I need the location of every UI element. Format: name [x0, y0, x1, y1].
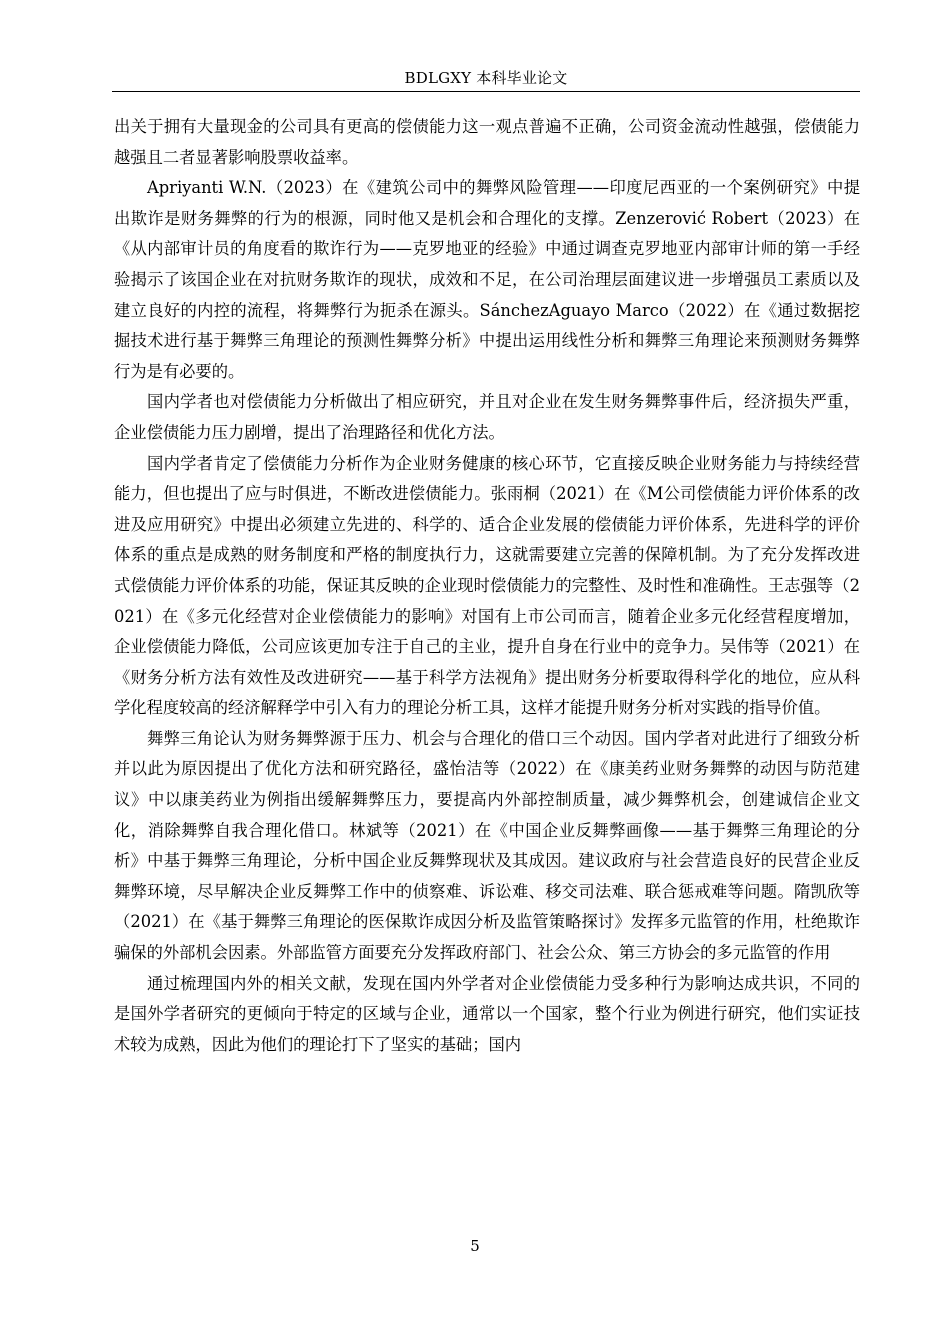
- header-rule: [112, 91, 860, 92]
- running-header: BDLGXY 本科毕业论文: [404, 69, 568, 87]
- paragraph-5: 舞弊三角论认为财务舞弊源于压力、机会与合理化的借口三个动因。国内学者对此进行了细致分析并以此为原因提出了优化方法和研究路径，盛怡洁等（2022）在《康美药业财务舞弊的动因与防范建议》中以康美药业为例指出缓解舞弊压力，要提高内外部控制质量，减少舞弊机会，创建诚信企业文化，消除舞弊自我合理化借口。林斌等（2021）在《中国企业反舞弊画像——基于舞弊三角理论的分析》中基于舞弊三角理论，分析中国企业反舞弊现状及其成因。建议政府与社会营造良好的民营企业反舞弊环境，尽早解决企业反舞弊工作中的侦察难、诉讼难、移交司法难、联合惩戒难等问题。隋凯欣等（2021）在《基于舞弊三角理论的医保欺诈成因分析及监管策略探讨》发挥多元监管的作用，杜绝欺诈骗保的外部机会因素。外部监管方面要充分发挥政府部门、社会公众、第三方协会的多元监管的作用: [114, 728, 860, 963]
- paragraph-3: 国内学者也对偿债能力分析做出了相应研究，并且对企业在发生财务舞弊事件后，经济损失严重，企业偿债能力压力剧增，提出了治理路径和优化方法。: [114, 392, 860, 442]
- paragraph-1: 出关于拥有大量现金的公司具有更高的偿债能力这一观点普遍不正确，公司资金流动性越强，偿债能力越强且二者显著影响股票收益率。: [114, 117, 860, 167]
- body-text: [114, 112, 860, 1060]
- paragraph-6: 通过梳理国内外的相关文献，发现在国内外学者对企业偿债能力受多种行为影响达成共识，不同的是国外学者研究的更倾向于特定的区域与企业，通常以一个国家，整个行业为例进行研究，他们实证技术较为成熟，因此为他们的理论打下了坚实的基础；国内: [114, 973, 860, 1054]
- paragraph-2: Apriyanti W.N.（2023）在《建筑公司中的舞弊风险管理——印度尼西亚的一个案例研究》中提出欺诈是财务舞弊的行为的根源，同时他又是机会和合理化的支撑。Zenzerović Robert（2023）在《从内部审计员的角度看的欺诈行为——克罗地亚的经验》中通过调查克罗地亚内部审计师的第一手经验揭示了该国企业在对抗财务欺诈的现状，成效和不足，在公司治理层面建议进一步增强员工素质以及建立良好的内控的流程，将舞弊行为扼杀在源头。SánchezAguayo Marco（2022）在《通过数据挖掘技术进行基于舞弊三角理论的预测性舞弊分析》中提出运用线性分析和舞弊三角理论来预测财务舞弊行为是有必要的。: [114, 178, 860, 381]
- paragraph-4: 国内学者肯定了偿债能力分析作为企业财务健康的核心环节，它直接反映企业财务能力与持续经营能力，但也提出了应与时俱进，不断改进偿债能力。张雨桐（2021）在《M公司偿债能力评价体系的改进及应用研究》中提出必须建立先进的、科学的、适合企业发展的偿债能力评价体系，先进科学的评价体系的重点是成熟的财务制度和严格的制度执行力，这就需要建立完善的保障机制。为了充分发挥改进式偿债能力评价体系的功能，保证其反映的企业现时偿债能力的完整性、及时性和准确性。王志强等（2021）在《多元化经营对企业偿债能力的影响》对国有上市公司而言，随着企业多元化经营程度增加，企业偿债能力降低，公司应该更加专注于自己的主业，提升自身在行业中的竞争力。吴伟等（2021）在《财务分析方法有效性及改进研究——基于科学方法视角》提出财务分析要取得科学化的地位，应从科学化程度较高的经济解释学中引入有力的理论分析工具，这样才能提升财务分析对实践的指导价值。: [114, 453, 860, 718]
- page-number: 5: [470, 1237, 480, 1255]
